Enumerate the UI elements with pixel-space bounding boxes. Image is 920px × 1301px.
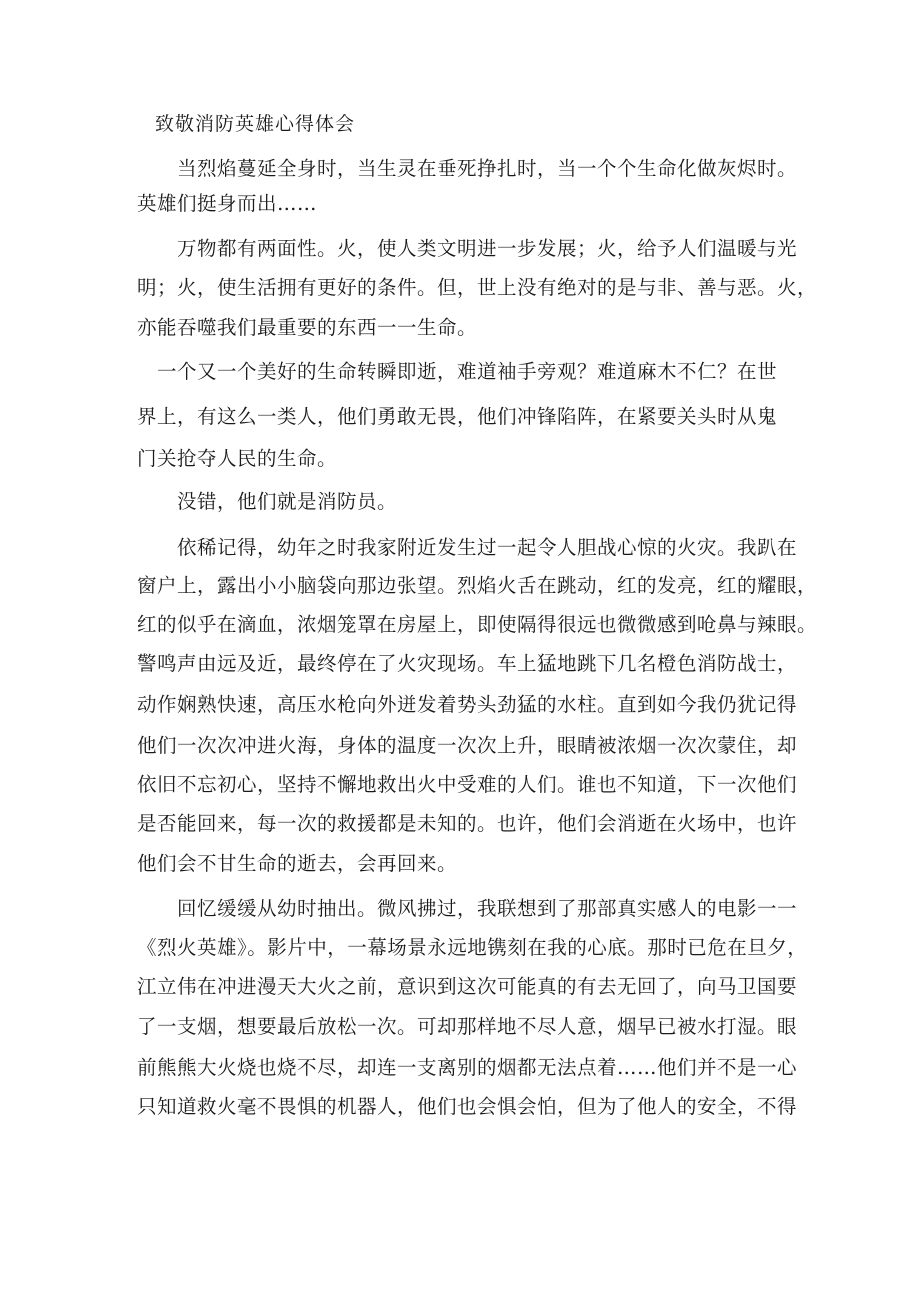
text-line: 他们会不甘生命的逝去，会再回来。	[137, 852, 458, 875]
text-line: 当烈焰蔓延全身时，当生灵在垂死挣扎时，当一个个生命化做灰烬时。	[177, 157, 798, 180]
text-line: 只知道救火毫不畏惧的机器人，他们也会惧会怕，但为了他人的安全，不得	[137, 1095, 798, 1118]
text-line: 了一支烟，想要最后放松一次。可却那样地不尽人意，烟早已被水打湿。眼	[137, 1015, 798, 1038]
text-line: 依稀记得，幼年之时我家附近发生过一起令人胆战心惊的火灾。我趴在	[177, 536, 798, 559]
text-line: 万物都有两面性。火，使人类文明进一步发展；火，给予人们温暖与光	[177, 237, 798, 260]
text-line: 动作娴熟快速，高压水枪向外迸发着势头劲猛的水柱。直到如今我仍犹记得	[137, 693, 798, 716]
text-line: 是否能回来，每一次的救援都是未知的。也许，他们会消逝在火场中，也许	[137, 812, 798, 835]
document-title: 致敬消防英雄心得体会	[155, 113, 356, 135]
text-line: 警鸣声由远及近，最终停在了火灾现场。车上猛地跳下几名橙色消防战士，	[137, 652, 798, 675]
text-line: 前熊熊大火烧也烧不尽，却连一支离别的烟都无法点着……他们并不是一心	[137, 1056, 798, 1079]
text-line: 一个又一个美好的生命转瞬即逝，难道袖手旁观？难道麻木不仁？在世	[157, 360, 778, 383]
text-line: 门关抢夺人民的生命。	[137, 447, 338, 470]
text-line: 他们一次次冲进火海，身体的温度一次次上升，眼睛被浓烟一次次蒙住，却	[137, 734, 798, 757]
text-line: 《烈火英雄》。影片中，一幕场景永远地镌刻在我的心底。那时已危在旦夕，	[137, 936, 808, 959]
text-line: 英雄们挺身而出……	[137, 192, 318, 215]
text-line: 亦能吞噬我们最重要的东西一一生命。	[137, 316, 478, 339]
text-line: 没错，他们就是消防员。	[177, 490, 398, 513]
text-line: 依旧不忘初心，坚持不懈地救出火中受难的人们。谁也不知道，下一次他们	[137, 773, 798, 796]
text-line: 江立伟在冲进漫天大火之前，意识到这次可能真的有去无回了，向马卫国要	[137, 975, 798, 998]
text-line: 窗户上，露出小小脑袋向那边张望。烈焰火舌在跳动，红的发亮，红的耀眼，	[137, 574, 818, 597]
text-line: 界上，有这么一类人，他们勇敢无畏，他们冲锋陷阵，在紧要关头时从鬼	[137, 405, 778, 428]
text-line: 红的似乎在滴血，浓烟笼罩在房屋上，即使隔得很远也微微感到呛鼻与辣眼。	[137, 613, 818, 636]
text-line: 回忆缓缓从幼时抽出。微风拂过，我联想到了那部真实感人的电影一一	[177, 897, 798, 920]
text-line: 明；火，使生活拥有更好的条件。但，世上没有绝对的是与非、善与恶。火，	[137, 276, 818, 299]
